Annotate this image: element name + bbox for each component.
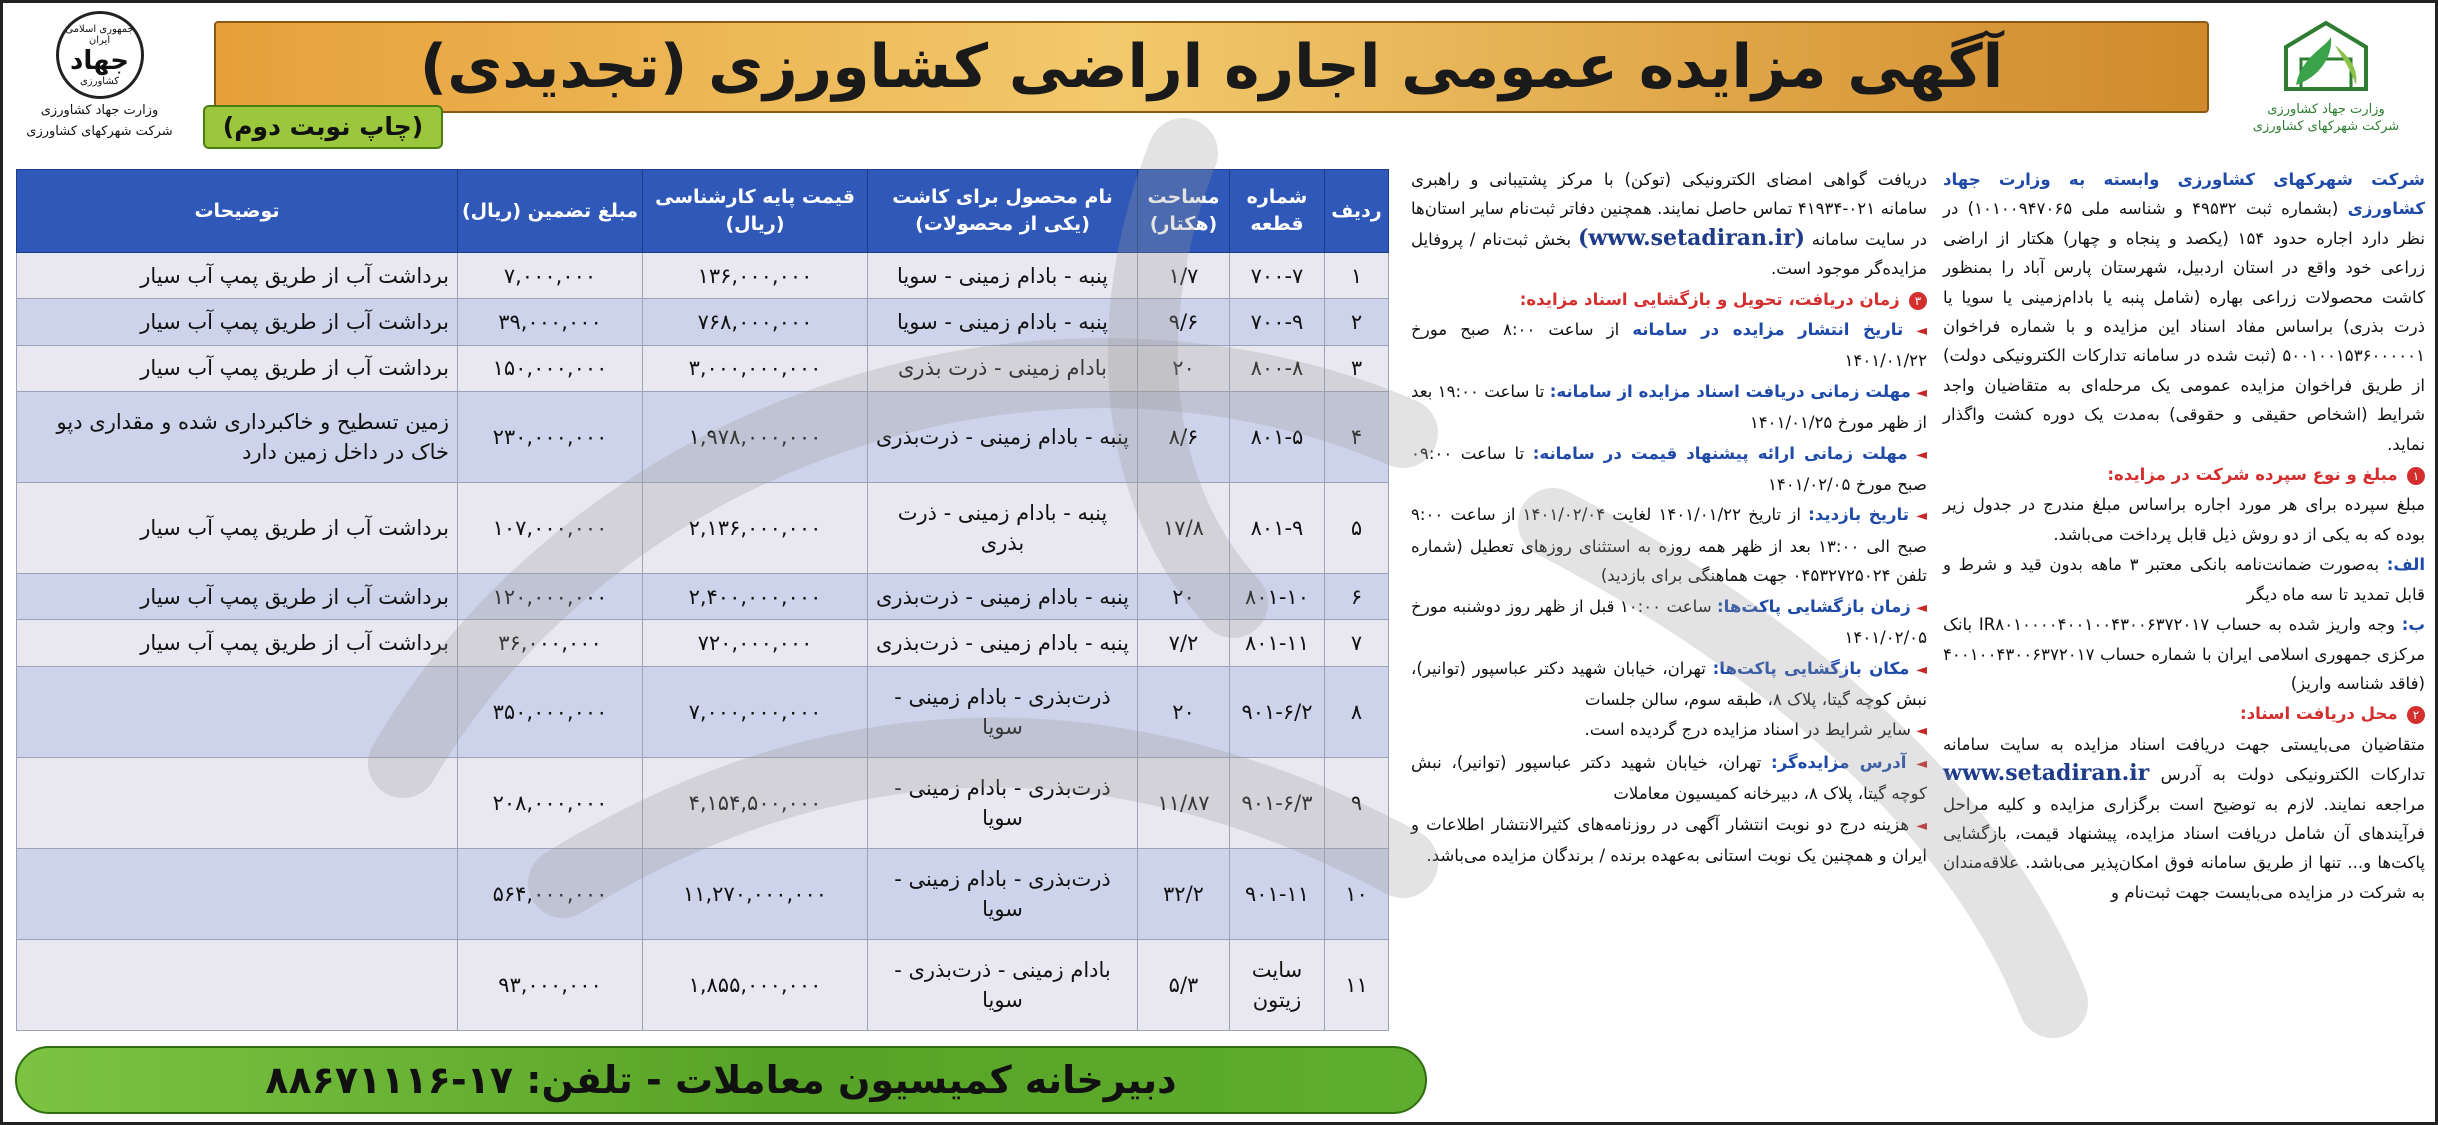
parcel-number-cell: ۸۰۰-۸ — [1230, 345, 1325, 391]
col-header-description: توضیحات — [17, 170, 458, 253]
row-number-cell: ۴ — [1325, 391, 1389, 482]
table-row — [17, 848, 1389, 939]
base-price-cell: ۳,۰۰۰,۰۰۰,۰۰۰ — [643, 345, 868, 391]
logo-right-caption-1: وزارت جهاد کشاورزی — [2267, 102, 2385, 117]
parcel-number-cell: ۸۰۱-۹ — [1230, 482, 1325, 573]
table-header-row — [17, 170, 1389, 253]
b8-text: تهران، خیابان شهید دکتر عباسپور (توانیر)، نبش کوچه گیتا، پلاک ۸، دبیرخانه کمیسیون معاملات — [1411, 752, 1927, 804]
crop-cell: بادام زمینی - ذرت بذری — [868, 345, 1138, 391]
logo-left-caption-1: وزارت جهاد کشاورزی — [40, 103, 159, 118]
row-number-cell: ۱۱ — [1325, 939, 1389, 1030]
logo-right-caption-2: شرکت شهرکهای کشاورزی — [2252, 119, 2400, 134]
receipt-site-link[interactable]: www.setadiran.ir — [1943, 760, 2150, 787]
b7-text: سایر شرایط در اسناد مزایده درج گردیده است. — [1584, 720, 1911, 740]
print-round-badge: (چاپ نوبت دوم) — [203, 105, 443, 149]
crop-cell: ذرت‌بذری - بادام زمینی - سویا — [868, 757, 1138, 848]
area-cell: ۱۱/۸۷ — [1138, 757, 1230, 848]
b4-label: تاریخ بازدید: — [1808, 505, 1910, 525]
row-number-cell: ۱۰ — [1325, 848, 1389, 939]
guarantee-cell: ۱۵۰,۰۰۰,۰۰۰ — [458, 345, 643, 391]
table-row — [17, 757, 1389, 848]
b6-text: تهران، خیابان شهید دکتر عباسپور (توانیر)، نبش کوچه گیتا، پلاک ۸، طبقه سوم، سالن جلسات — [1411, 658, 1927, 709]
base-price-cell: ۷,۰۰۰,۰۰۰,۰۰۰ — [643, 666, 868, 757]
table-row — [17, 666, 1389, 757]
parcel-number-cell: ۸۰۱-۱۱ — [1230, 620, 1325, 666]
deposit-body: مبلغ سپرده برای هر مورد اجاره براساس مبلغ مندرج در جدول زیر بوده که به یکی از دو روش ذیل قابل پرداخت می‌باشد. — [1943, 495, 2425, 544]
row-number-cell: ۷ — [1325, 620, 1389, 666]
row-number-cell: ۸ — [1325, 666, 1389, 757]
row-number-cell: ۵ — [1325, 482, 1389, 573]
area-cell: ۱۷/۸ — [1138, 482, 1230, 573]
area-cell: ۵/۳ — [1138, 939, 1230, 1030]
description-cell: زمین تسطیح و خاکبرداری شده و مقداری دپو خاک در داخل زمین دارد — [17, 391, 458, 482]
table-row — [17, 620, 1389, 666]
commission-footer-bar — [15, 1046, 1427, 1114]
b2-label: مهلت زمانی دریافت اسناد مزایده از سامانه: — [1549, 381, 1911, 401]
parcel-number-cell: ۹۰۱-۱۱ — [1230, 848, 1325, 939]
guarantee-cell: ۵۶۴,۰۰۰,۰۰۰ — [458, 848, 643, 939]
notice-header — [3, 3, 2438, 153]
crop-cell: پنبه - بادام زمینی - ذرت‌بذری — [868, 574, 1138, 620]
crop-cell: ذرت‌بذری - بادام زمینی - سویا — [868, 666, 1138, 757]
base-price-cell: ۴,۱۵۴,۵۰۰,۰۰۰ — [643, 757, 868, 848]
b8-label: آدرس مزایده‌گر: — [1771, 752, 1907, 772]
base-price-cell: ۲,۴۰۰,۰۰۰,۰۰۰ — [643, 574, 868, 620]
area-cell: ۹/۶ — [1138, 299, 1230, 345]
receipt-body-1: متقاضیان می‌بایستی جهت دریافت اسناد مزایده به سایت سامانه تدارکات الکترونیکی دولت به آدرس — [1943, 734, 2426, 785]
agricultural-towns-logo — [2231, 17, 2421, 147]
col-header-parcel-number: شماره قطعه — [1230, 170, 1325, 253]
notice-title-banner — [214, 21, 2209, 113]
guarantee-cell: ۳۹,۰۰۰,۰۰۰ — [458, 299, 643, 345]
guarantee-cell: ۲۰۸,۰۰۰,۰۰۰ — [458, 757, 643, 848]
guarantee-cell: ۳۵۰,۰۰۰,۰۰۰ — [458, 666, 643, 757]
table-row — [17, 574, 1389, 620]
area-cell: ۲۰ — [1138, 345, 1230, 391]
parcel-number-cell: ۸۰۱-۵ — [1230, 391, 1325, 482]
time-heading: زمان دریافت، تحویل و بازگشایی اسناد مزایده: — [1519, 289, 1900, 309]
crop-cell: پنبه - بادام زمینی - سویا — [868, 253, 1138, 299]
base-price-cell: ۱۳۶,۰۰۰,۰۰۰ — [643, 253, 868, 299]
table-row — [17, 939, 1389, 1030]
bullet-icon: ◄ — [1916, 508, 1927, 525]
b5-label: زمان بازگشایی پاکت‌ها: — [1717, 596, 1911, 616]
land-lease-table — [17, 169, 1389, 1031]
jahad-seal-icon — [56, 11, 144, 99]
bullet-icon: ◄ — [1916, 755, 1928, 772]
bullet-icon: ◄ — [1916, 817, 1928, 834]
table-row — [17, 345, 1389, 391]
schedule-column — [1411, 165, 1927, 1035]
b5-text: ساعت ۱۰:۰۰ قبل از ظهر روز دوشنبه مورخ ۱۴۰۱/۰۲/۰۵ — [1411, 596, 1927, 648]
crop-cell: پنبه - بادام زمینی - ذرت‌بذری — [868, 391, 1138, 482]
parcel-number-cell: ۷۰۰-۹ — [1230, 299, 1325, 345]
deposit-heading: مبلغ و نوع سپرده شرکت در مزایده: — [2107, 465, 2398, 485]
guarantee-cell: ۹۳,۰۰۰,۰۰۰ — [458, 939, 643, 1030]
b3-text: تا ساعت ۰۹:۰۰ صبح مورخ ۱۴۰۱/۰۲/۰۵ — [1411, 443, 1927, 495]
section-2-badge: ۲ — [2407, 706, 2425, 724]
ministry-logo — [17, 11, 182, 151]
table-row — [17, 391, 1389, 482]
description-cell: برداشت آب از طریق پمپ آب سیار — [17, 253, 458, 299]
footer-contact-text: دبیرخانه کمیسیون معاملات - تلفن: ۱۷-۸۸۶۷۱۱۱۶ — [265, 1058, 1177, 1102]
parcel-number-cell: ۹۰۱-۶/۲ — [1230, 666, 1325, 757]
crop-cell: پنبه - بادام زمینی - ذرت‌بذری — [868, 620, 1138, 666]
row-number-cell: ۹ — [1325, 757, 1389, 848]
col-header-area: مساحت (هکتار) — [1138, 170, 1230, 253]
description-cell: برداشت آب از طریق پمپ آب سیار — [17, 299, 458, 345]
seal-bottom-text: کشاورزی — [79, 75, 120, 87]
col-header-row-number: ردیف — [1325, 170, 1389, 253]
logo-left-caption-2: شرکت شهرکهای کشاورزی — [26, 124, 173, 139]
bullet-icon: ◄ — [1916, 723, 1927, 740]
description-cell — [17, 939, 458, 1030]
section-3-badge: ۳ — [1909, 292, 1927, 310]
b2-text: تا ساعت ۱۹:۰۰ بعد از ظهر مورخ ۱۴۰۱/۰۱/۲۵ — [1411, 381, 1927, 433]
description-cell — [17, 757, 458, 848]
table-row — [17, 299, 1389, 345]
bullet-icon: ◄ — [1916, 661, 1928, 678]
middle-p1-tail: بخش ثبت‌نام / پروفایل مزایده‌گر موجود است. — [1411, 229, 1927, 279]
area-cell: ۸/۶ — [1138, 391, 1230, 482]
table-row — [17, 253, 1389, 299]
guarantee-cell: ۱۰۷,۰۰۰,۰۰۰ — [458, 482, 643, 573]
seal-top-text: جمهوری اسلامی ایران — [65, 23, 134, 46]
table-row — [17, 482, 1389, 573]
b9-text: هزینه درج دو نوبت انتشار آگهی در روزنامه‌های کثیرالانتشار اطلاعات و ایران و همچنین یک نوبت استانی به‌عهده برنده / برندگان مزایده می‌باشد. — [1411, 814, 1927, 865]
area-cell: ۱/۷ — [1138, 253, 1230, 299]
deposit-alef-text: به‌صورت ضمانت‌نامه بانکی معتبر ۳ ماهه بدون قید و شرط و قابل تمدید تا سه ماه دیگر — [1943, 555, 2425, 604]
deposit-be-text: وجه واریز شده به حساب IR۸۰۱۰۰۰۰۴۰۰۱۰۰۴۳۰۰۶۳۷۲۰۱۷ بانک مرکزی جمهوری اسلامی ایران با شماره حساب ۴۰۰۱۰۰۴۳۰۰۶۳۷۲۰۱۷ (فاقد شناسه واریز) — [1943, 615, 2425, 693]
crop-cell: ذرت‌بذری - بادام زمینی - سویا — [868, 848, 1138, 939]
base-price-cell: ۷۶۸,۰۰۰,۰۰۰ — [643, 299, 868, 345]
col-header-guarantee: مبلغ تضمین (ریال) — [458, 170, 643, 253]
description-cell: برداشت آب از طریق پمپ آب سیار — [17, 345, 458, 391]
crop-cell: پنبه - بادام زمینی - سویا — [868, 299, 1138, 345]
seal-main-text: جهاد — [70, 45, 130, 76]
row-number-cell: ۳ — [1325, 345, 1389, 391]
parcel-number-cell: سایت زیتون — [1230, 939, 1325, 1030]
receipt-heading: محل دریافت اسناد: — [2239, 704, 2398, 724]
base-price-cell: ۲,۱۳۶,۰۰۰,۰۰۰ — [643, 482, 868, 573]
notice-title: آگهی مزایده عمومی اجاره اراضی کشاورزی (تجدیدی) — [419, 32, 2004, 102]
intro-heading: شرکت شهرکهای کشاورزی وابسته به وزارت جهاد کشاورزی — [1943, 170, 2426, 219]
intro-body: (بشماره ثبت ۴۹۵۳۲ و شناسه ملی ۱۰۱۰۰۹۴۷۰۶۵) در نظر دارد اجاره حدود ۱۵۴ (یکصد و پنجاه و چهار) هکتار از اراضی زراعی خود واقع در استان اردبیل، شهرستان پارس آباد را بمنظور کاشت محصولات زراعی بهاره (شامل پنبه یا بادام‌زمینی یا سویا یا ذرت بذری) براساس مفاد اسناد این مزایده و با شماره فراخوان ۵۰۰۱۰۰۱۵۳۶۰۰۰۰۰۱ (ثبت شده در سامانه تدارکات الکترونیکی دولت) از طریق فراخوان مزایده عمومی یک مرحله‌ای به متقاضیان واجد شرایط (اشخاص حقیقی و حقوقی) به‌مدت یک دوره کشت واگذار نماید. — [1943, 199, 2426, 454]
intro-column — [1943, 165, 2425, 1035]
receipt-body-2: مراجعه نمایند. لازم به توضیح است برگزاری مزایده و کلیه مراحل فرآیندهای آن شامل دریافت اسناد مزایده، پیشنهاد قیمت، بازگشایی پاکت‌ها و... تنها از طریق سامانه فوق امکان‌پذیر می‌باشد. علاقه‌مندان به شرکت در مزایده می‌بایست جهت ثبت‌نام و — [1943, 794, 2425, 902]
deposit-alef-label: الف: — [2386, 555, 2426, 575]
parcel-number-cell: ۹۰۱-۶/۳ — [1230, 757, 1325, 848]
row-number-cell: ۲ — [1325, 299, 1389, 345]
b1-label: تاریخ انتشار مزایده در سامانه — [1632, 320, 1904, 340]
bullet-icon: ◄ — [1916, 323, 1928, 340]
area-cell: ۲۰ — [1138, 574, 1230, 620]
parcel-number-cell: ۸۰۱-۱۰ — [1230, 574, 1325, 620]
crop-cell: بادام زمینی - ذرت‌بذری - سویا — [868, 939, 1138, 1030]
base-price-cell: ۷۲۰,۰۰۰,۰۰۰ — [643, 620, 868, 666]
b3-label: مهلت زمانی ارائه پیشنهاد قیمت در سامانه: — [1532, 443, 1908, 463]
row-number-cell: ۶ — [1325, 574, 1389, 620]
area-cell: ۷/۲ — [1138, 620, 1230, 666]
crop-cell: پنبه - بادام زمینی - ذرت بذری — [868, 482, 1138, 573]
guarantee-cell: ۲۳۰,۰۰۰,۰۰۰ — [458, 391, 643, 482]
guarantee-cell: ۱۲۰,۰۰۰,۰۰۰ — [458, 574, 643, 620]
area-cell: ۳۲/۲ — [1138, 848, 1230, 939]
base-price-cell: ۱۱,۲۷۰,۰۰۰,۰۰۰ — [643, 848, 868, 939]
guarantee-cell: ۳۶,۰۰۰,۰۰۰ — [458, 620, 643, 666]
b1-text: از ساعت ۸:۰۰ صبح مورخ ۱۴۰۱/۰۱/۲۲ — [1411, 320, 1927, 371]
row-number-cell: ۱ — [1325, 253, 1389, 299]
section-1-badge: ۱ — [2407, 467, 2425, 485]
description-cell: برداشت آب از طریق پمپ آب سیار — [17, 482, 458, 573]
middle-site-link[interactable]: (www.setadiran.ir) — [1577, 224, 1806, 251]
guarantee-cell: ۷,۰۰۰,۰۰۰ — [458, 253, 643, 299]
bullet-icon: ◄ — [1916, 384, 1927, 401]
description-cell — [17, 666, 458, 757]
middle-p1: دریافت گواهی امضای الکترونیکی (توکن) با مرکز پشتیبانی و راهبری سامانه ۰۲۱-۴۱۹۳۴ تماس حاصل نمایند. همچنین دفاتر ثبت‌نام سایر استان‌ها در سایت سامانه — [1411, 170, 1928, 249]
building-leaf-icon — [2271, 17, 2381, 97]
description-cell — [17, 848, 458, 939]
deposit-be-label: ب: — [2401, 615, 2426, 635]
b4-text: از تاریخ ۱۴۰۱/۰۱/۲۲ لغایت ۱۴۰۱/۰۲/۰۴ از ساعت ۹:۰۰ صبح الی ۱۳:۰۰ بعد از ظهر همه روزه به استثنای روزهای تعطیل (شماره تلفن ۰۴۵۳۲۷۲۵۰۲۴ جهت هماهنگی برای بازدید) — [1411, 505, 1928, 586]
area-cell: ۲۰ — [1138, 666, 1230, 757]
bullet-icon: ◄ — [1916, 446, 1928, 463]
description-cell: برداشت آب از طریق پمپ آب سیار — [17, 574, 458, 620]
base-price-cell: ۱,۸۵۵,۰۰۰,۰۰۰ — [643, 939, 868, 1030]
col-header-crop: نام محصول برای کاشت (یکی از محصولات) — [868, 170, 1138, 253]
description-cell: برداشت آب از طریق پمپ آب سیار — [17, 620, 458, 666]
col-header-base-price: قیمت پایه کارشناسی (ریال) — [643, 170, 868, 253]
base-price-cell: ۱,۹۷۸,۰۰۰,۰۰۰ — [643, 391, 868, 482]
b6-label: مکان بازگشایی پاکت‌ها: — [1712, 658, 1910, 678]
parcel-number-cell: ۷۰۰-۷ — [1230, 253, 1325, 299]
bullet-icon: ◄ — [1916, 599, 1928, 616]
